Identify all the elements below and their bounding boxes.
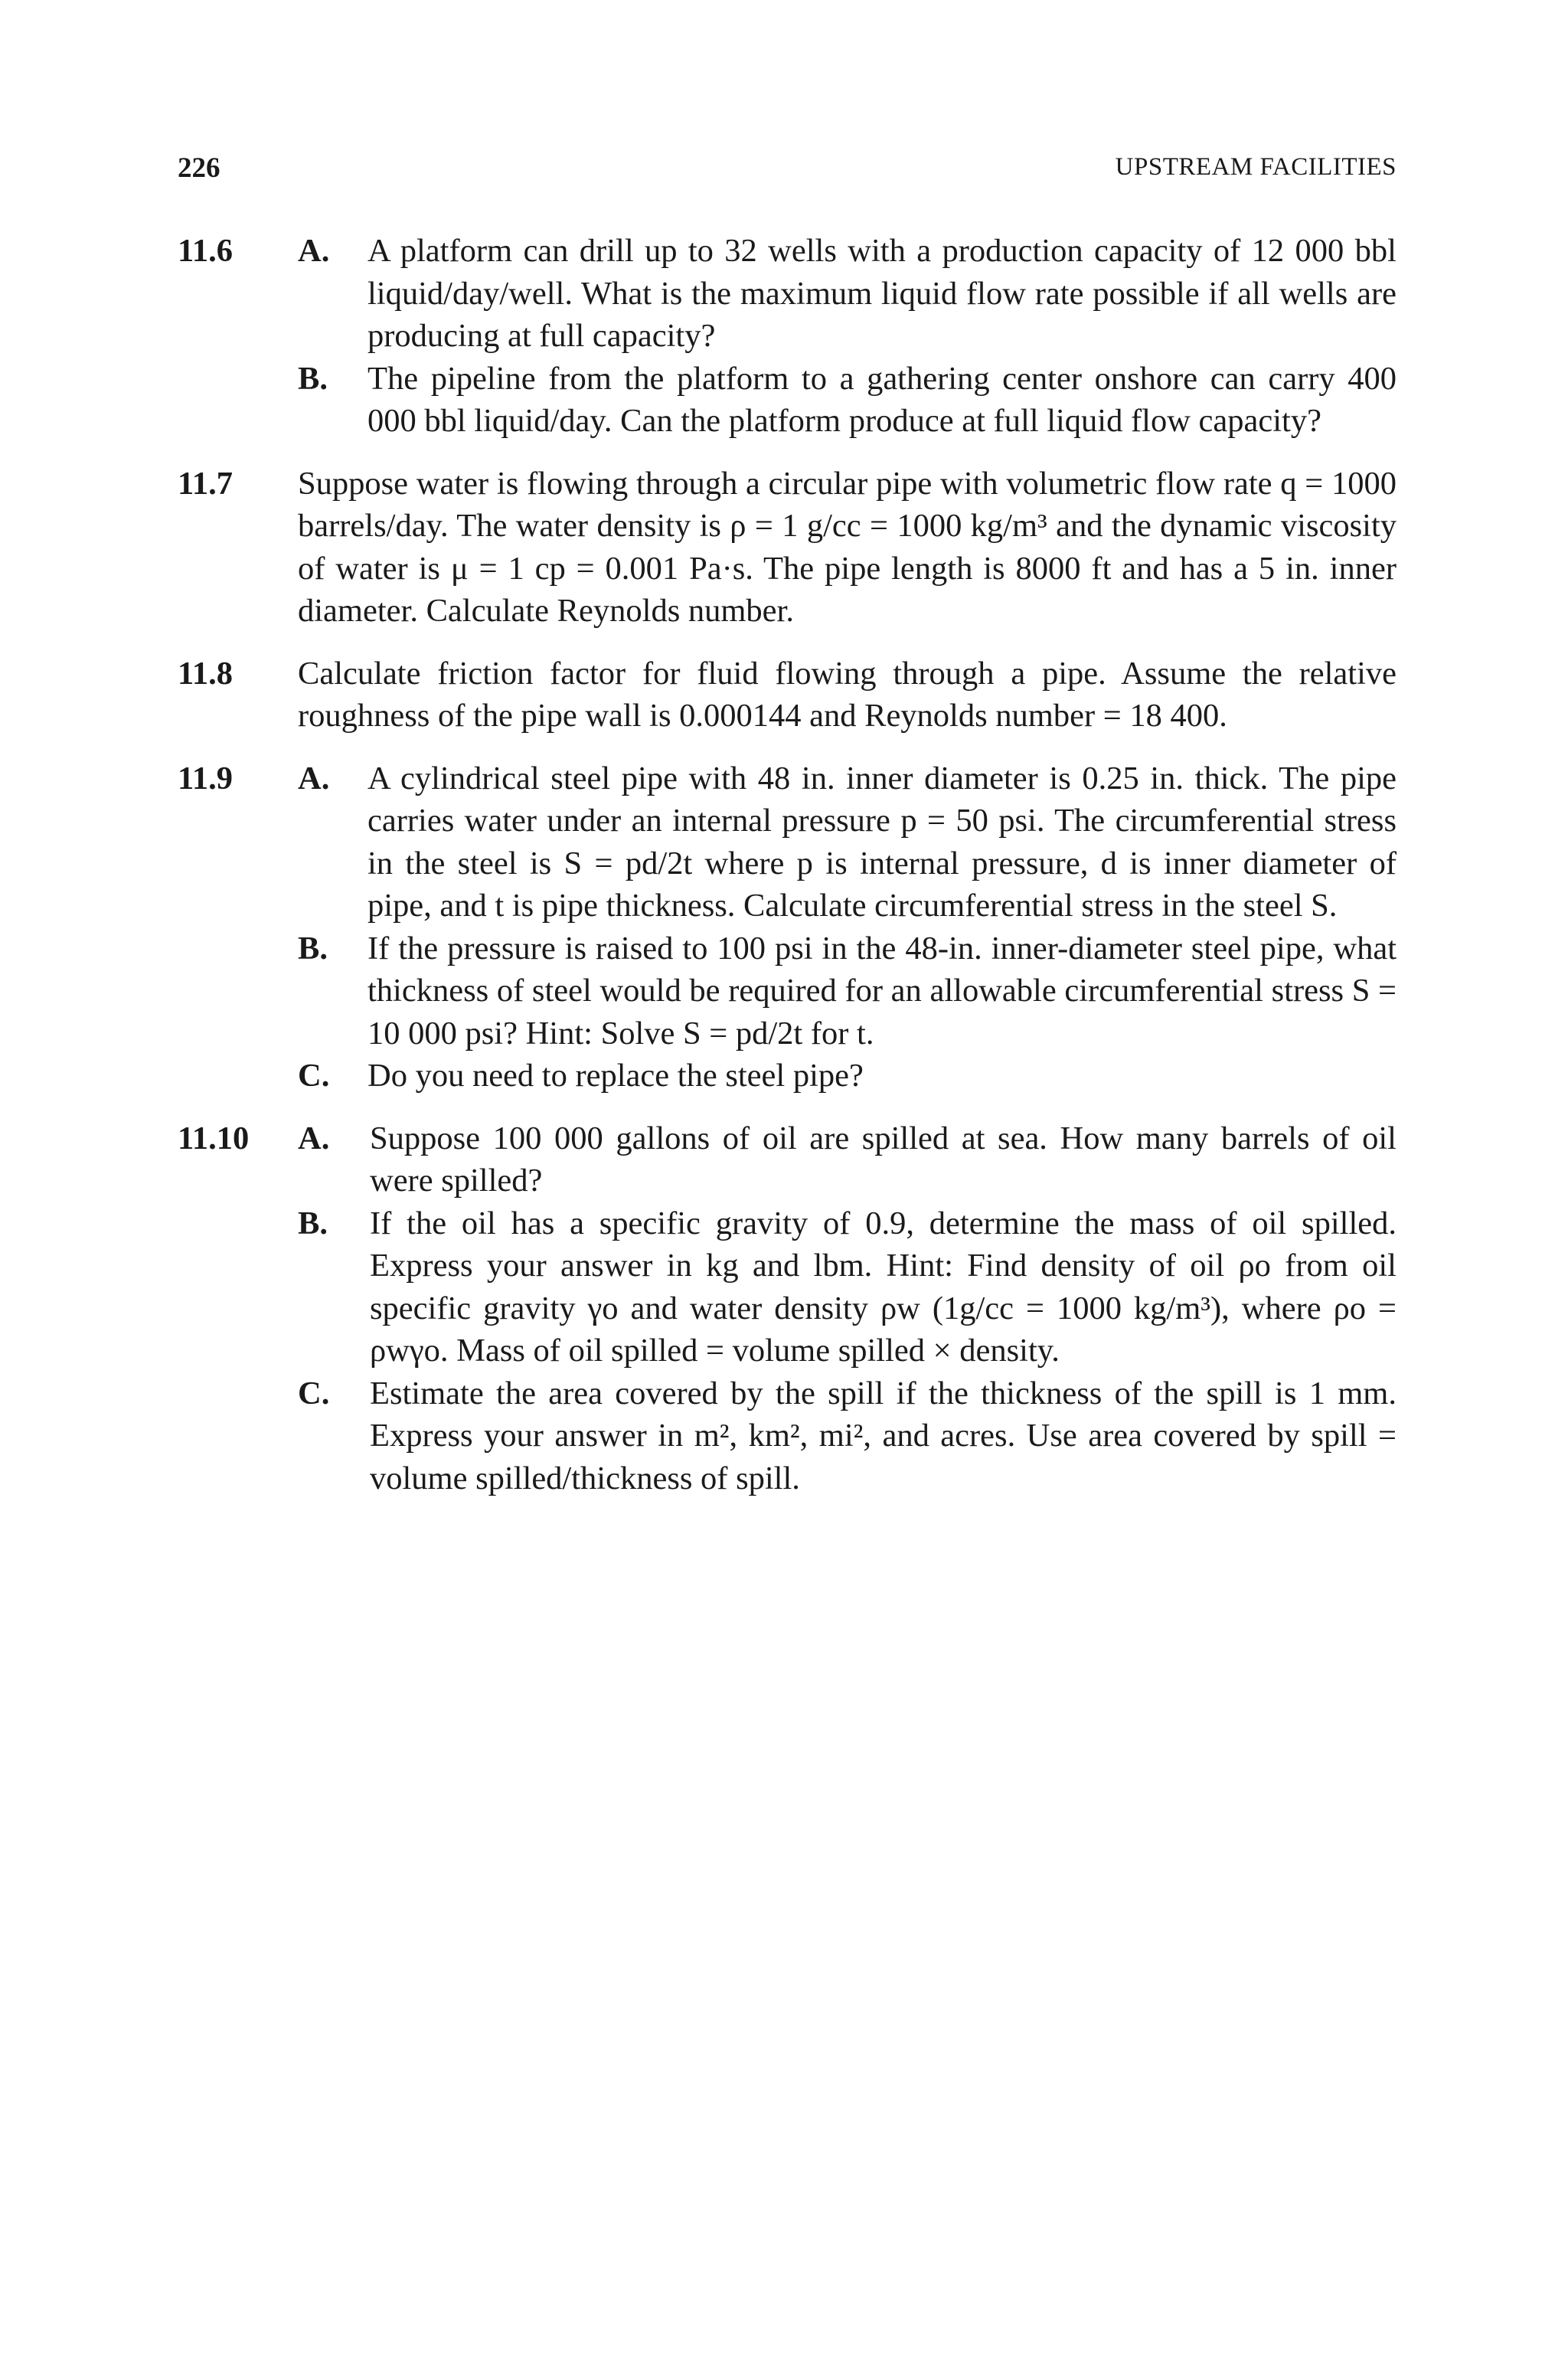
part-text: If the pressure is raised to 100 psi in the 48-in. inner-diameter steel pipe, what thickness of steel would be required for an allowable circumferential stress S = 10 000 psi? Hint: Solve S = pd/2t for t. (368, 930, 1396, 1052)
problem-part (178, 358, 1396, 443)
running-head: UPSTREAM FACILITIES (1115, 153, 1396, 181)
part-label: A. (298, 760, 330, 796)
problem-part (178, 1117, 1396, 1202)
part-label: C. (298, 1375, 330, 1411)
problem-11-9 (178, 757, 1396, 1097)
part-text: Do you need to replace the steel pipe? (368, 1058, 864, 1094)
problem-number: 11.6 (178, 233, 234, 269)
page-header (178, 152, 1396, 198)
part-label: A. (298, 233, 330, 269)
part-text: If the oil has a specific gravity of 0.9, determine the mass of oil spilled. Express your answer in kg and lbm. Hint: Find density of oil ρo from oil specific gravity γo and water density ρw (1g/cc = 1000 kg/m³), where ρo = ρwγo. Mass of oil spilled = volume spilled × density. (370, 1205, 1396, 1369)
problem-part (178, 927, 1396, 1055)
problem-part (178, 230, 1396, 358)
problem-11-6 (178, 230, 1396, 443)
part-text: A cylindrical steel pipe with 48 in. inner diameter is 0.25 in. thick. The pipe carries water under an internal pressure p = 50 psi. The circumferential stress in the steel is S = pd/2t where p is internal pressure, d is inner diameter of pipe, and t is pipe thickness. Calculate circumferential stress in the steel S. (368, 760, 1396, 924)
problem-number: 11.7 (178, 465, 234, 502)
problem-part (178, 1372, 1396, 1500)
problem-number: 11.10 (178, 1120, 250, 1156)
part-text: Estimate the area covered by the spill if the thickness of the spill is 1 mm. Express your answer in m², km², mi², and acres. Use area covered by spill = volume spilled/thickness of spill. (370, 1375, 1396, 1496)
problem-11-7 (178, 463, 1396, 633)
part-label: A. (298, 1120, 330, 1156)
part-text: The pipeline from the platform to a gathering center onshore can carry 400 000 bbl liquid/day. Can the platform produce at full liquid flow capacity? (368, 360, 1396, 439)
page-number: 226 (178, 152, 220, 184)
problem-text: Suppose water is flowing through a circular pipe with volumetric flow rate q = 1000 barrels/day. The water density is ρ = 1 g/cc = 1000 kg/m³ and the dynamic viscosity of water is μ = 1 cp = 0.001 Pa·s. The pipe length is 8000 ft and has a 5 in. inner diameter. Calculate Reynolds number. (298, 465, 1396, 629)
problem-part (178, 757, 1396, 927)
part-label: C. (298, 1058, 330, 1094)
problem-11-10 (178, 1117, 1396, 1500)
problem-number: 11.9 (178, 760, 234, 796)
part-label: B. (298, 1205, 328, 1241)
problem-part (178, 1202, 1396, 1372)
problem-part (178, 1055, 1396, 1097)
part-label: B. (298, 360, 328, 397)
problem-list (178, 230, 1396, 1519)
part-label: B. (298, 930, 328, 966)
problem-11-8 (178, 653, 1396, 738)
part-text: A platform can drill up to 32 wells with a production capacity of 12 000 bbl liquid/day/well. What is the maximum liquid flow rate possible if all wells are producing at full capacity? (368, 233, 1396, 354)
problem-number: 11.8 (178, 655, 234, 692)
problem-text: Calculate friction factor for fluid flowing through a pipe. Assume the relative roughness of the pipe wall is 0.000144 and Reynolds number = 18 400. (298, 655, 1396, 734)
part-text: Suppose 100 000 gallons of oil are spilled at sea. How many barrels of oil were spilled? (370, 1120, 1396, 1199)
